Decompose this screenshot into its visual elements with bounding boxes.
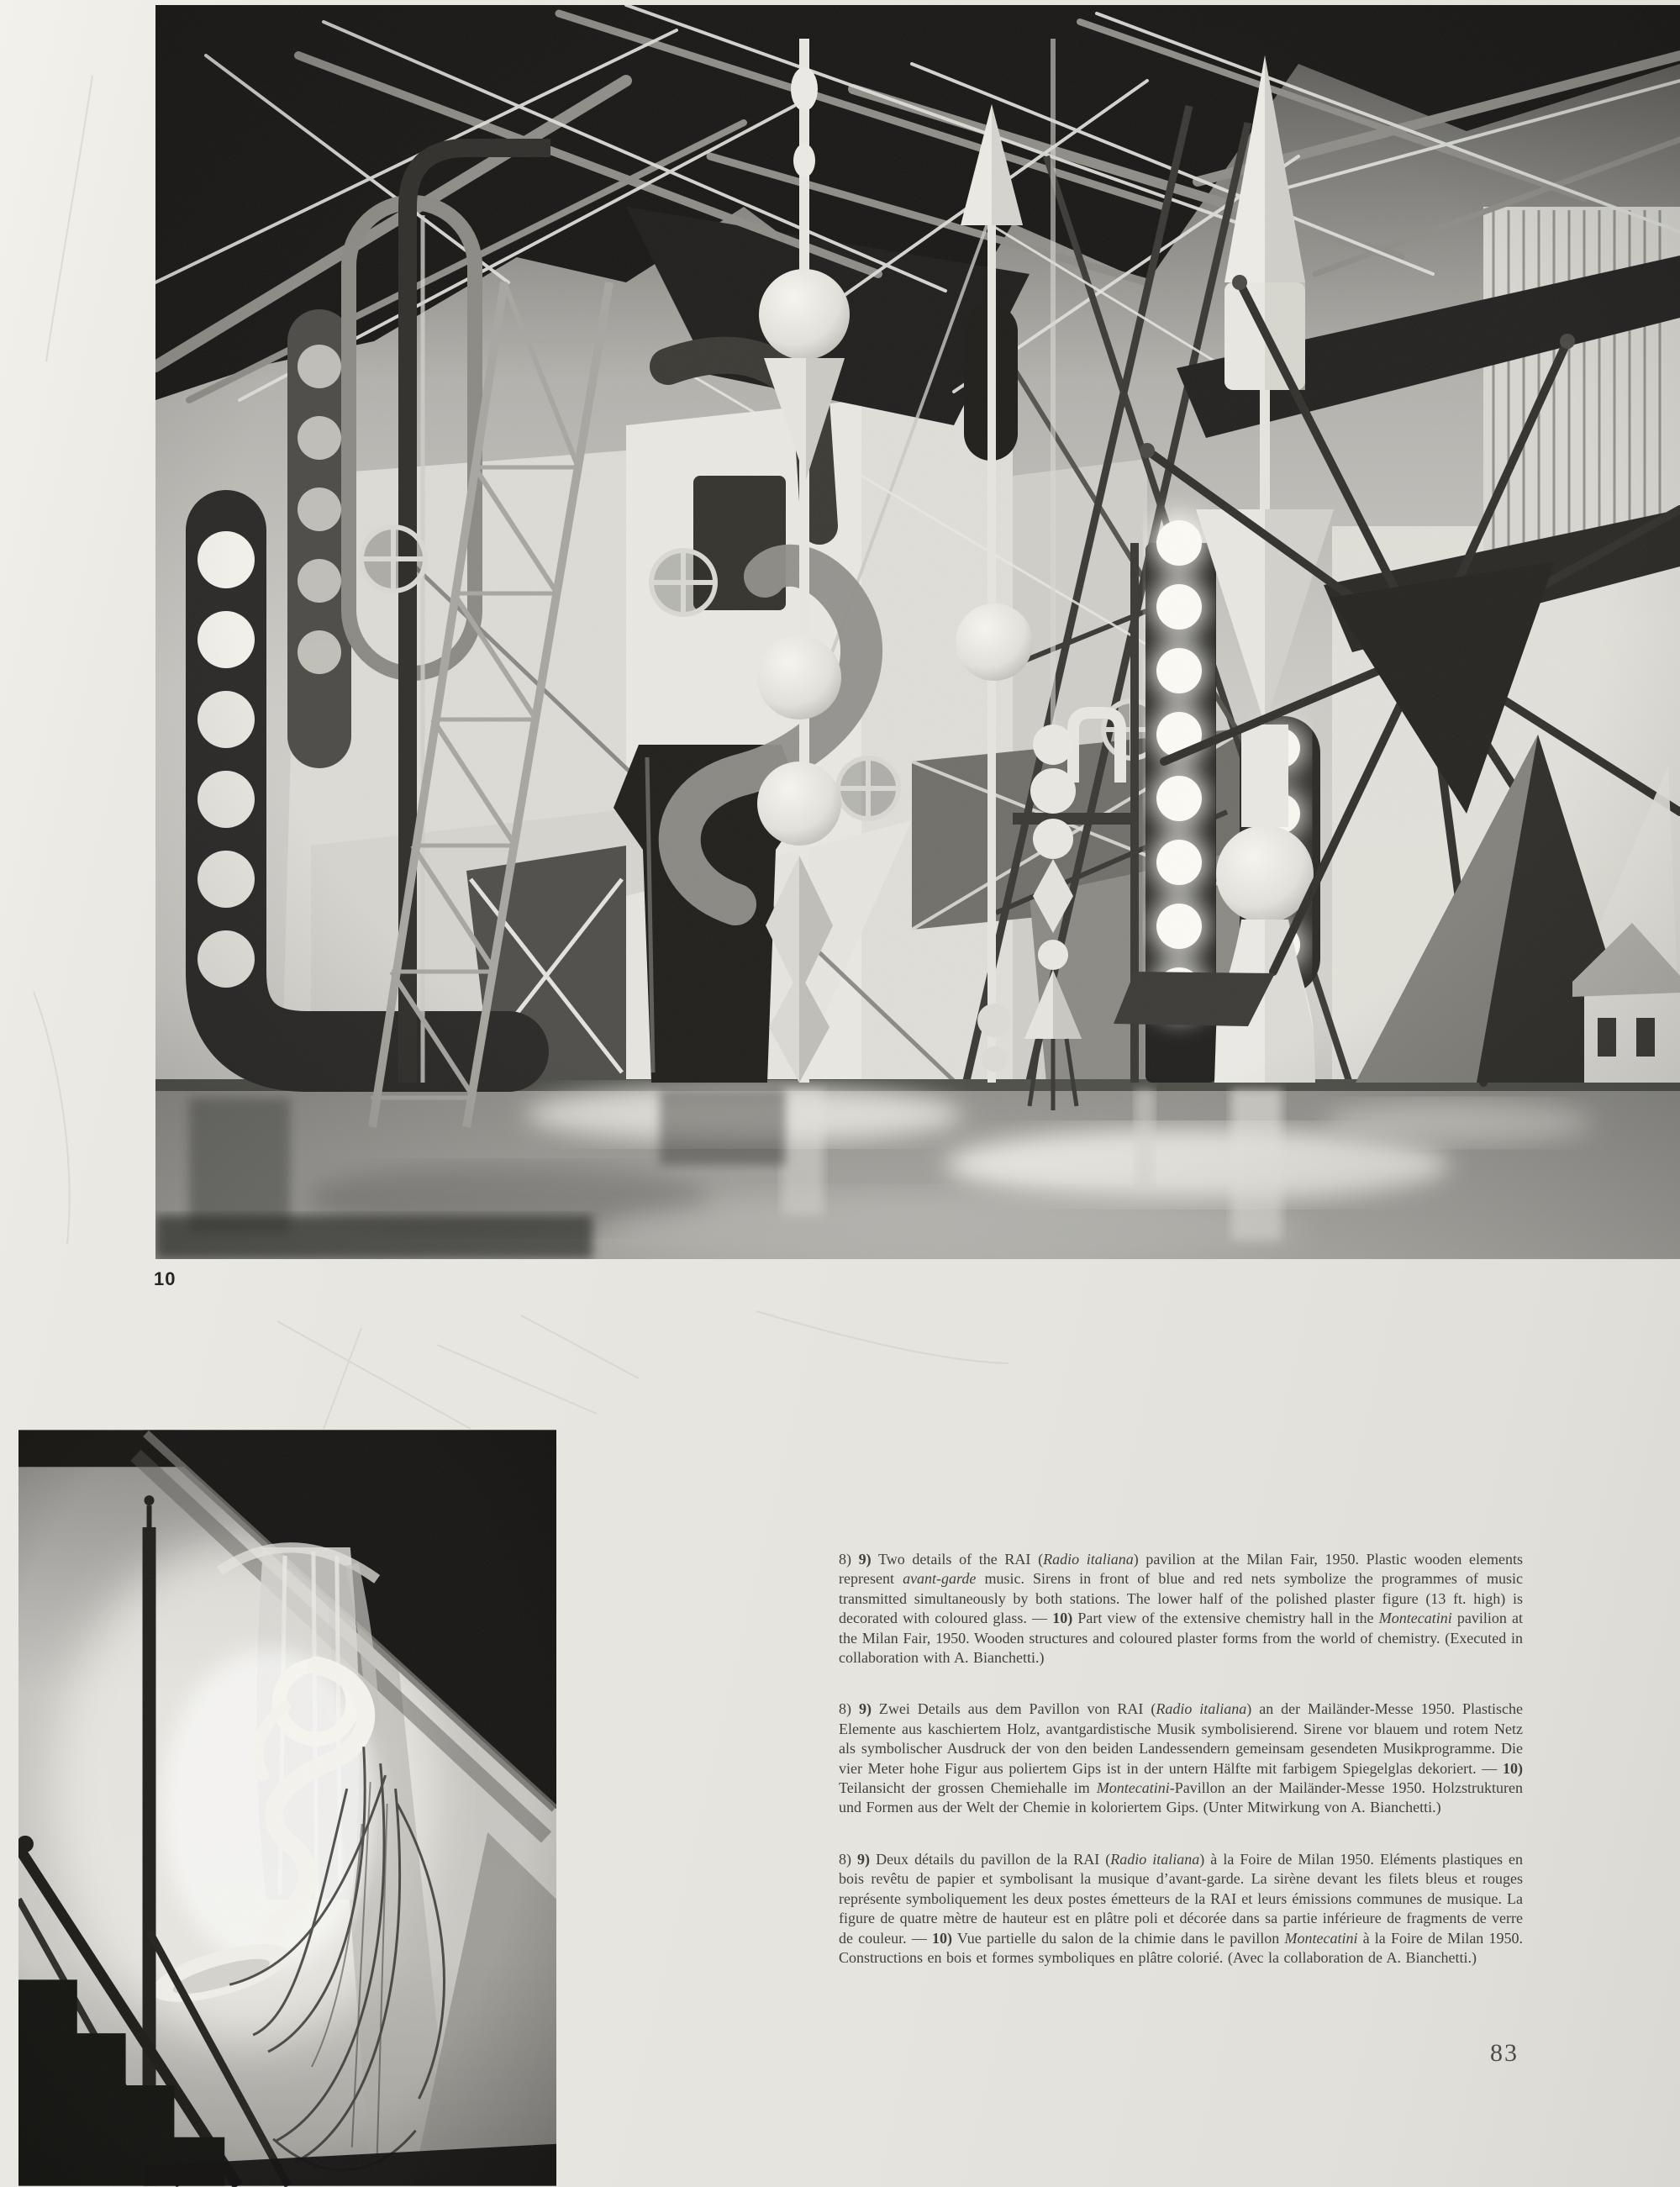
caption-french: 8) 9) Deux détails du pavillon de la RAI (Radio italiana) à la Foire de Milan 1950. Eléments plastiques en bois revêtu de papier et symbolisant la musique d’avant-garde. La sirène devant les filets bleus et rouges représente symboliquement les deux postes émetteurs de la RAI et leurs émissions communes de musique. La figure de quatre mètre de hauteur est en plâtre poli et décorée dans sa partie inférieure de fragments de verre de couleur. — 10) Vue partielle du salon de la chimie dans le pavillon Montecatini à la Foire de Milan 1950. Constructions en bois et formes symboliques en plâtre colorié. (Avec la collaboration de A. Bianchetti.) xyxy=(839,1850,1523,1966)
page-number: 83 xyxy=(1490,2039,1519,2067)
caption-english: 8) 9) Two details of the RAI (Radio italiana) pavilion at the Milan Fair, 1950. Plastic wooden elements represent avant-garde music. Sirens in front of blue and red nets symbolize the programmes of music transmitted simultaneously by both stations. The lower half of the polished plaster figure (13 ft. high) is decorated with coloured glass. — 10) Part view of the extensive chemistry hall in the Montecatini pavilion at the Milan Fair, 1950. Wooden structures and coloured plaster forms from the world of chemistry. (Executed in collaboration with A. Bianchetti.) xyxy=(839,1551,1524,1667)
caption-block xyxy=(839,1550,1523,2000)
figure-9-photo-siren xyxy=(18,1429,556,2187)
photo-vignette xyxy=(18,1430,556,2185)
figure-10-number: 10 xyxy=(154,1268,176,1289)
montecatini-hall-illustration xyxy=(155,5,1680,1259)
figure-10-photo-montecatini-hall xyxy=(155,5,1680,1259)
siren-figure-illustration xyxy=(18,1429,556,2187)
photo-vignette xyxy=(155,5,1680,1259)
caption-german: 8) 9) Zwei Details aus dem Pavillon von RAI (Radio italiana) an der Mailänder-Messe 1950. Plastische Elemente aus kaschiertem Holz, avantgardistische Musik symbolisierend. Sirene vor blauem und rotem Netz als symbolischer Ausdruck der von den beiden Landessendern gemeinsam gesendeten Musikprogramme. Die vier Meter hohe Figur aus poliertem Gips ist in der untern Hälfte mit farbigem Spiegelglas dekoriert. — 10) Teilansicht der grossen Chemiehalle im Montecatini-Pavillon an der Mailänder-Messe 1950. Holzstrukturen und Formen aus der Welt der Chemie in koloriertem Gips. (Unter Mitwirkung von A. Bianchetti.) xyxy=(839,1700,1524,1816)
